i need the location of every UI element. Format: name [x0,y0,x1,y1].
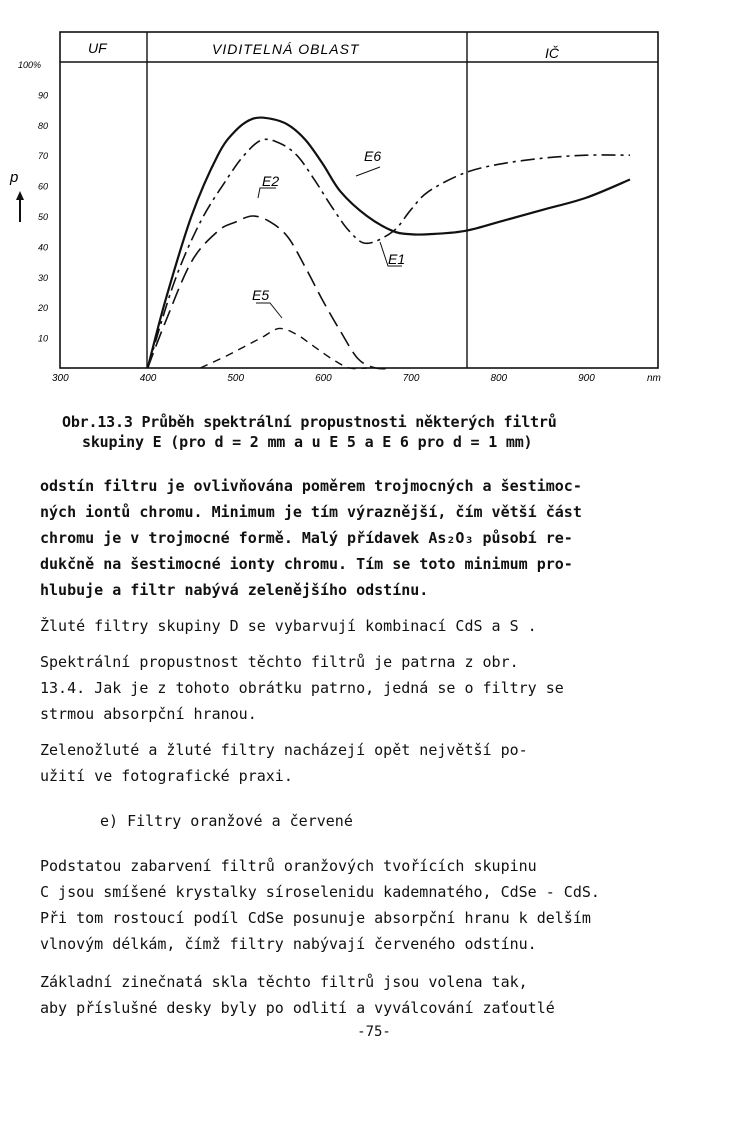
y-tick-label: 40 [38,242,49,253]
caption-line-2: skupiny E (pro d = 2 mm a u E 5 a E 6 pro d = 1 mm) [82,433,533,451]
paragraph-line: Spektrální propustnost těchto filtrů je patrna z obr. [40,653,519,671]
paragraph-line: odstín filtru je ovlivňována poměrem trojmocných a šestimoc- [40,477,582,495]
y-tick-label: 60 [38,181,49,192]
y-tick-label: 10 [38,333,49,344]
x-axis-unit: nm [647,373,661,384]
y-tick-label: 90 [38,90,49,101]
paragraph-line: dukčně na šestimocné ionty chromu. Tím se toto minimum pro- [40,555,573,573]
region-ir: IČ [545,45,559,61]
paragraph-line: hlubuje a filtr nabývá zelenějšího odstínu. [40,581,429,599]
y-tick-labels [18,60,48,344]
paragraph-line: Podstatou zabarvení filtrů oranžových tvořících skupinu [40,857,537,875]
label-e1: E1 [388,251,406,267]
region-visible: VIDITELNÁ OBLAST [212,41,360,57]
region-uv: UF [88,40,107,56]
x-tick-label: 800 [490,373,508,384]
paragraph-line: Žluté filtry skupiny D se vybarvují kombinací CdS a S . [40,617,537,635]
paragraph-line: užití ve fotografické praxi. [40,767,293,785]
label-e2: E2 [262,173,280,189]
paragraph-line: Zelenožluté a žluté filtry nacházejí opět největší po- [40,741,528,759]
paragraph-line: chromu je v trojmocné formě. Malý přídavek As₂O₃ působí re- [40,529,573,547]
paragraph-line: Základní zinečnatá skla těchto filtrů jsou volena tak, [40,973,528,991]
curve-e6 [148,118,630,368]
paragraph-line: C jsou smíšené krystalky síroselenidu kademnatého, CdSe - CdS. [40,883,600,901]
spectral-transmission-figure [0,0,748,392]
page-number: -75- [357,1024,391,1040]
x-tick-label: 600 [315,373,332,384]
y-axis-label: p [10,169,19,186]
y-tick-label: 50 [38,212,49,222]
y-axis-arrow-icon [16,191,24,222]
curves [148,118,630,369]
paragraph-line: strmou absorpční hranou. [40,705,257,723]
paragraph-line: 13.4. Jak je z tohoto obrátku patrno, jedná se o filtry se [40,679,564,697]
y-tick-label: 100% [18,60,42,70]
x-tick-labels [52,373,595,384]
paragraph-line: ných iontů chromu. Minimum je tím výraznější, čím větší část [40,503,582,521]
y-tick-label: 30 [38,272,49,283]
label-e6: E6 [364,148,382,164]
figure-caption [62,412,702,452]
y-tick-label: 80 [38,120,49,131]
caption-line-1: Obr.13.3 Průběh spektrální propustnosti některých filtrů [62,413,557,431]
plot-frame [60,32,658,368]
paragraph-line: Při tom rostoucí podíl CdSe posunuje absorpční hranu k delším [40,909,591,927]
x-tick-label: 400 [139,373,157,384]
x-tick-label: 500 [227,373,245,384]
y-tick-label: 20 [38,303,49,314]
paragraph-line: vlnovým délkám, čímž filtry nabývají červeného odstínu. [40,935,537,953]
x-tick-label: 300 [52,373,69,384]
x-tick-label: 700 [402,373,420,384]
label-e5: E5 [252,287,270,303]
y-tick-label: 70 [38,151,49,162]
x-tick-label: 900 [578,373,595,384]
section-heading: e) Filtry oranžové a červené [100,812,353,830]
paragraph-line: aby příslušné desky byly po odlití a vyválcování zaťoutlé [40,999,555,1017]
